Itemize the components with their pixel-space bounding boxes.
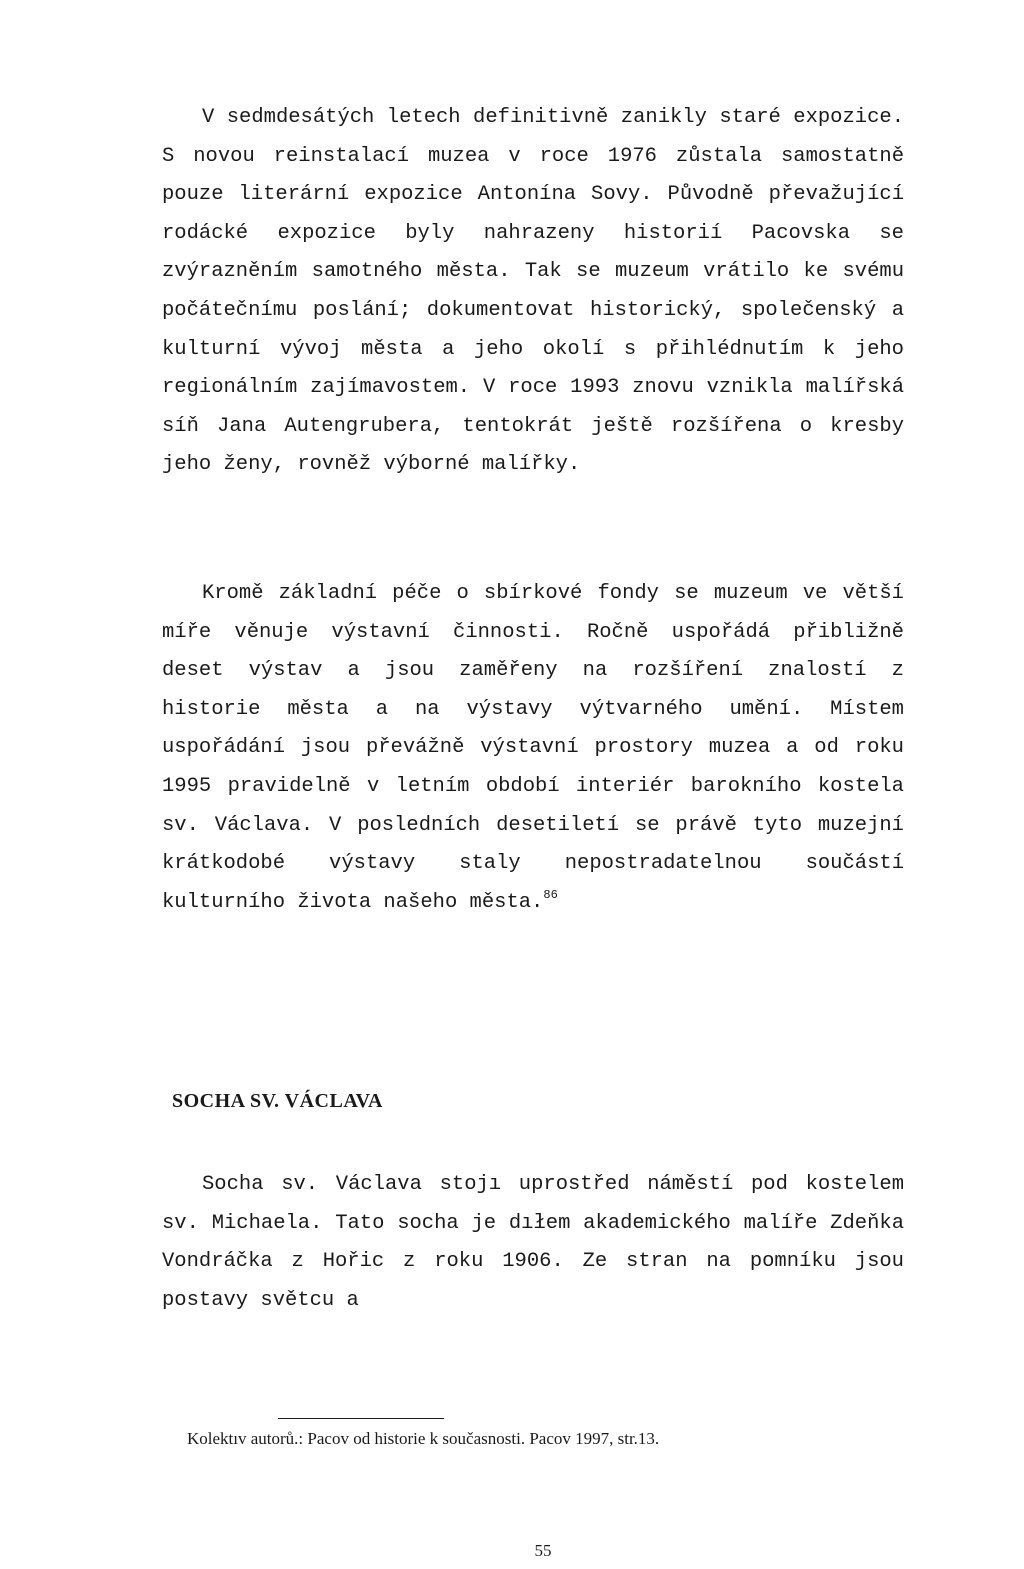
footnote-reference: 86 — [543, 887, 558, 902]
body-paragraph — [162, 1166, 904, 1320]
footnote-separator — [278, 1418, 444, 1419]
paragraph-text: Socha sv. Václava stojı uprostřed náměstí pod kostelem sv. Michaela. Tato socha je dıłem akademického malíře Zdeňka Vondráčka z Hořic z roku 1906. Ze stran na pomníku jsou postavy světcu a — [162, 1173, 904, 1312]
paragraph-text: Kromě základní péče o sbírkové fondy se muzeum ve větší míře věnuje výstavní činnosti. Ročně uspořádá přibližně deset výstav a jsou zaměřeny na rozšíření znalostí z historie města a na výstavy výtvarného umění. Místem uspořádání jsou převážně výstavní prostory muzea a od roku 1995 pravidelně v letním období interiér barokního kostela sv. Václava. V posledních desetiletí se právě tyto muzejní krátkodobé výstavy staly nepostradatelnou součástí kulturního života našeho města. — [162, 582, 904, 914]
body-paragraph — [162, 575, 904, 922]
body-paragraph — [162, 99, 904, 485]
page-number: 55 — [534, 1541, 552, 1560]
paragraph-text: V sedmdesátých letech definitivně zanikly staré expozice. S novou reinstalací muzea v roce 1976 zůstala samostatně pouze literární expozice Antonína Sovy. Původně převažující rodácké expozice byly nahrazeny historií Pacovska se zvýrazněním samotného města. Tak se muzeum vrátilo ke svému počátečnímu poslání; dokumentovat historický, společenský a kulturní vývoj města a jeho okolí s přihlédnutím k jeho regionálním zajímavostem. V roce 1993 znovu vznikla malířská síň Jana Autengrubera, tentokrát ještě rozšířena o kresby jeho ženy, rovněž výborné malířky. — [162, 106, 904, 477]
footnote: Kolektıv autorů.: Pacov od historie k současnosti. Pacov 1997, str.13. — [187, 1429, 660, 1448]
section-heading: SOCHA SV. VÁCLAVA — [172, 1090, 383, 1112]
